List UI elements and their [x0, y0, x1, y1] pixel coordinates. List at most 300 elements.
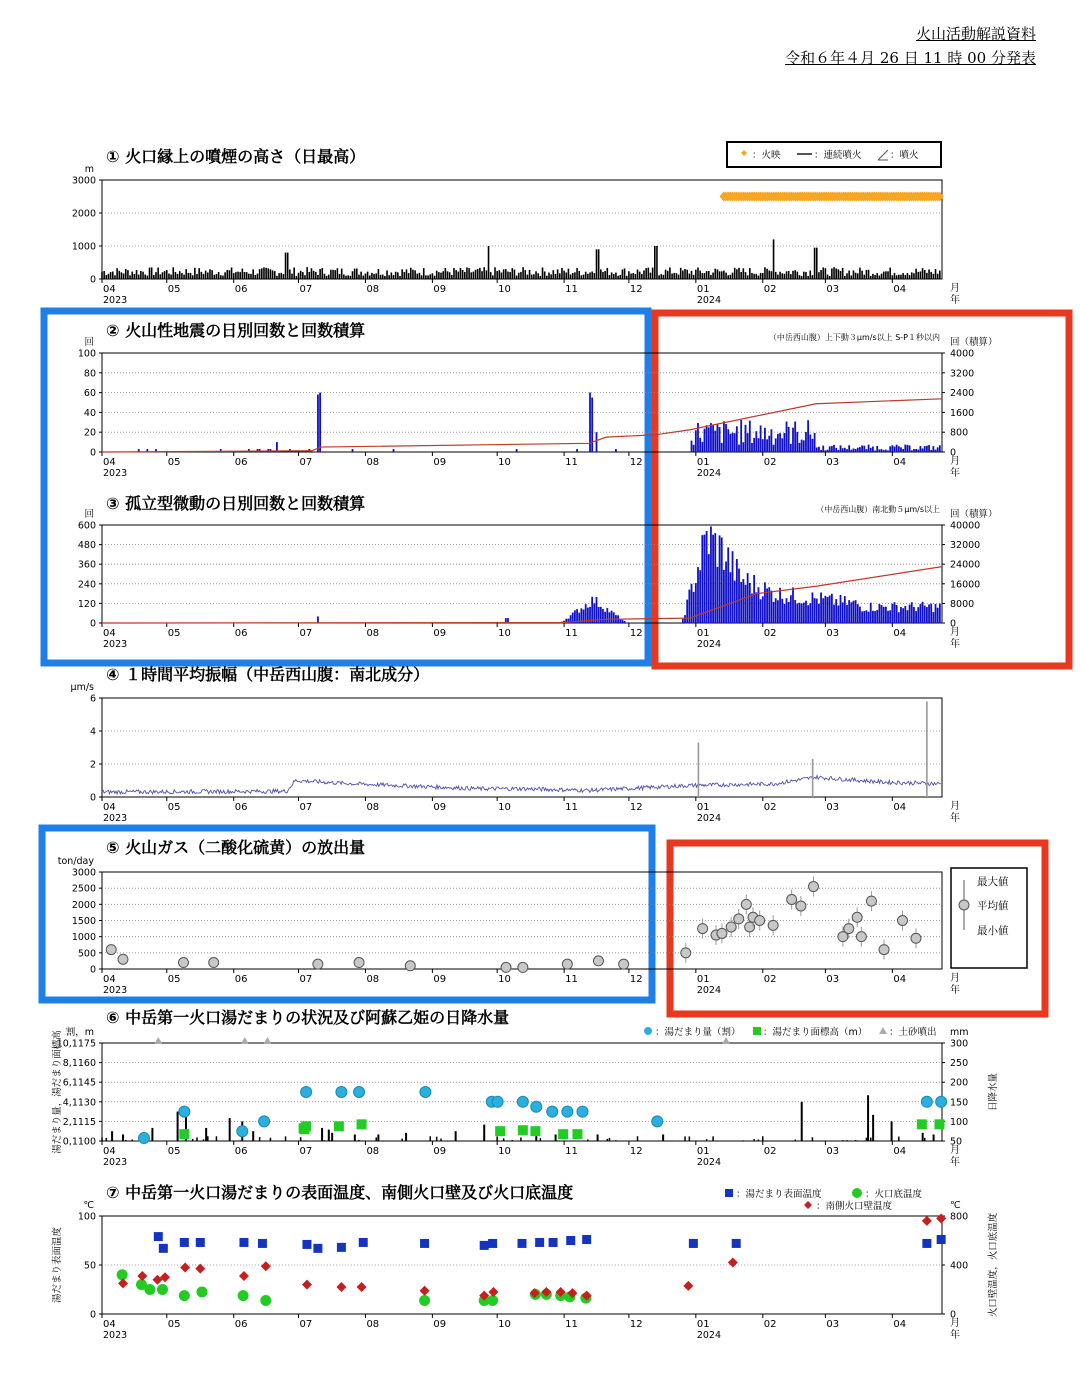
p2-ylabel: 回 [84, 337, 94, 348]
p1-ytick-label: 3000 [71, 175, 96, 187]
bottom-temp-marker [487, 1295, 498, 1306]
legend-ash-label: ：土砂噴出 [889, 1027, 937, 1038]
p3-month-label: 10 [498, 628, 511, 639]
gas-mean-marker [911, 933, 921, 943]
gas-mean-marker [209, 958, 219, 968]
p3-month-unit: 月 [950, 627, 960, 638]
p7-ylabel: ℃ [83, 1200, 94, 1211]
p1-ytick-label: 1000 [71, 241, 96, 253]
p2-ytick2-label: 3200 [950, 368, 975, 380]
p5-month-label: 01 [696, 974, 710, 985]
p6-year-left: 2023 [103, 1157, 128, 1168]
wall-temp-marker [261, 1261, 271, 1271]
p7-ytick2-label: 800 [950, 1211, 969, 1223]
wall-temp-marker [336, 1282, 346, 1292]
p6-month-label: 02 [763, 1146, 777, 1157]
surface-temp-marker [239, 1238, 248, 1247]
p5-ytick-label: 0 [89, 964, 96, 976]
p4-month-label: 01 [696, 802, 710, 813]
p3-year-right: 2024 [696, 639, 722, 650]
p3-ytick-label: 240 [77, 579, 96, 591]
p4-ytick-label: 6 [89, 693, 96, 705]
gas-mean-marker [313, 959, 323, 969]
p5-ytick-label: 500 [77, 948, 96, 960]
legend-mean-icon [959, 900, 969, 910]
p6-ytick2-label: 150 [950, 1097, 969, 1109]
surface-temp-marker [154, 1232, 163, 1241]
p5-month-label: 05 [167, 974, 181, 985]
p4-plot-frame [102, 698, 942, 797]
surface-temp-marker [302, 1240, 311, 1249]
p1-month-label: 05 [167, 284, 181, 295]
p6-ytick-label: 2,1115 [62, 1116, 96, 1128]
gas-mean-marker [755, 916, 765, 926]
legend-wall-label: ：南側火口壁温度 [816, 1201, 893, 1212]
p4-year-left: 2023 [103, 813, 128, 824]
gas-mean-marker [898, 916, 908, 926]
pool-level-marker [301, 1121, 311, 1131]
wall-temp-marker [239, 1271, 249, 1281]
gas-mean-marker [768, 920, 778, 930]
pool-volume-marker [492, 1096, 503, 1107]
wall-temp-marker [728, 1258, 738, 1268]
p7-month-label: 07 [299, 1319, 313, 1330]
p2-month-label: 08 [366, 457, 380, 468]
p1-month-label: 11 [565, 284, 578, 295]
p6-month-label: 04 [103, 1146, 116, 1157]
p3-month-label: 02 [763, 628, 777, 639]
bottom-temp-marker [117, 1269, 128, 1280]
p4-month-label: 10 [498, 802, 511, 813]
p7-ytick-label: 100 [77, 1211, 96, 1223]
p6-year-unit: 年 [950, 1157, 960, 1168]
pool-volume-marker [531, 1101, 542, 1112]
p4-month-label: 12 [629, 802, 643, 813]
p2-ytick-label: 100 [77, 348, 96, 360]
p1-month-label: 03 [826, 284, 840, 295]
pool-level-marker [558, 1129, 568, 1139]
p2-title: ② 火山性地震の日別回数と回数積算 [106, 321, 366, 340]
gas-mean-marker [106, 945, 116, 955]
pool-level-marker [934, 1119, 944, 1129]
pool-level-marker [179, 1129, 189, 1139]
p5-month-label: 08 [366, 974, 380, 985]
p7-month-label: 01 [696, 1319, 710, 1330]
p3-ytick-label: 360 [77, 559, 96, 571]
wall-temp-marker [922, 1216, 932, 1226]
gas-mean-marker [787, 894, 797, 904]
p1-year-left: 2023 [103, 295, 128, 306]
p6-ylabel2: mm [950, 1027, 969, 1038]
bottom-temp-marker [419, 1295, 430, 1306]
p3-note: （中岳西山腹）南北動５μm/s以上 [816, 505, 940, 514]
pool-level-marker [334, 1121, 344, 1131]
wall-temp-marker [302, 1280, 312, 1290]
p2-month-label: 04 [103, 457, 116, 468]
p2-ytick2-label: 4000 [950, 348, 975, 360]
p6-month-label: 03 [826, 1146, 840, 1157]
gas-mean-marker [796, 901, 806, 911]
legend-mean-label: 平均値 [977, 900, 1009, 912]
surface-temp-marker [549, 1238, 558, 1247]
p5-panel [99, 868, 1027, 973]
wall-temp-marker [152, 1275, 162, 1285]
pool-volume-marker [577, 1106, 588, 1117]
p2-month-label: 06 [234, 457, 248, 468]
doc-title: 火山活動解説資料 [915, 25, 1036, 43]
p4-month-label: 11 [565, 802, 578, 813]
p1-month-label: 09 [433, 284, 447, 295]
p3-ytick-label: 0 [89, 618, 96, 630]
p6-ytick-label: 6,1145 [62, 1077, 96, 1089]
p4-month-unit: 月 [950, 801, 960, 812]
p3-ytick2-label: 8000 [950, 598, 975, 610]
ash-ejection-marker [722, 1037, 730, 1044]
p7-month-label: 11 [565, 1319, 578, 1330]
p5-ytick-label: 3000 [71, 867, 96, 879]
p1-month-label: 12 [629, 284, 643, 295]
p4-year-right: 2024 [696, 813, 722, 824]
surface-temp-marker [922, 1239, 931, 1248]
p6-panel [99, 1027, 947, 1145]
p4-month-label: 05 [167, 802, 181, 813]
p5-title: ⑤ 火山ガス（二酸化硫黄）の放出量 [106, 838, 366, 857]
p3-ytick-label: 120 [77, 598, 96, 610]
pool-volume-marker [936, 1096, 947, 1107]
pool-volume-marker [336, 1087, 347, 1098]
wall-temp-marker [420, 1286, 430, 1296]
p6-month-label: 12 [629, 1146, 643, 1157]
gas-mean-marker [856, 932, 866, 942]
p2-ytick-label: 60 [83, 388, 96, 400]
surface-temp-marker [313, 1244, 322, 1253]
p4-ylabel: μm/s [70, 682, 94, 693]
p4-title: ④ １時間平均振幅（中岳西山腹：南北成分） [106, 665, 430, 684]
p2-month-label: 07 [299, 457, 313, 468]
legend-surface-icon [725, 1189, 733, 1197]
p5-ytick-label: 1500 [71, 916, 96, 927]
p3-panel [99, 525, 945, 627]
gas-mean-marker [405, 961, 415, 971]
p2-month-label: 10 [498, 457, 511, 468]
p6-ytick2-label: 250 [950, 1058, 969, 1070]
p1-month-label: 08 [366, 284, 380, 295]
p6-month-label: 04 [893, 1146, 907, 1157]
p2-ytick-label: 20 [83, 427, 96, 439]
pool-volume-marker [547, 1106, 558, 1117]
p1-month-label: 01 [696, 284, 710, 295]
legend-max-label: 最大値 [977, 876, 1009, 888]
surface-temp-marker [159, 1244, 168, 1253]
p1-ylabel: m [84, 164, 94, 175]
legend-glow-label: ：火映 [752, 150, 781, 161]
ash-ejection-marker [241, 1037, 249, 1044]
p7-year-right: 2024 [696, 1330, 722, 1341]
p4-month-label: 09 [433, 802, 447, 813]
gas-mean-marker [681, 948, 691, 958]
p4-month-label: 08 [366, 802, 380, 813]
p1-year-right: 2024 [696, 295, 722, 306]
surface-temp-marker [337, 1243, 346, 1252]
p7-month-label: 02 [763, 1319, 777, 1330]
p3-month-label: 09 [433, 628, 447, 639]
surface-temp-marker [566, 1236, 575, 1245]
legend-level-label: ：湯だまり面標高（m） [763, 1027, 868, 1038]
legend-wall-icon [804, 1201, 812, 1209]
p3-ytick2-label: 0 [950, 618, 957, 630]
p7-month-label: 09 [433, 1319, 447, 1330]
wall-temp-marker [160, 1272, 170, 1282]
p3-month-label: 12 [629, 628, 643, 639]
pool-volume-marker [562, 1106, 573, 1117]
p5-month-label: 02 [763, 974, 777, 985]
p2-ytick-label: 80 [83, 368, 96, 380]
p2-ytick-label: 0 [89, 447, 96, 459]
gas-mean-marker [741, 899, 751, 909]
gas-mean-marker [734, 914, 744, 924]
surface-temp-marker [359, 1238, 368, 1247]
p4-month-label: 02 [763, 802, 777, 813]
wall-temp-marker [488, 1287, 498, 1297]
p5-month-label: 12 [629, 974, 643, 985]
legend-bottom-icon [852, 1188, 862, 1198]
pool-level-marker [917, 1119, 927, 1129]
p2-note: （中岳西山腹）上下動３μm/s以上 S-P１秒以内 [768, 333, 940, 342]
p3-ytick-label: 480 [77, 540, 96, 552]
p2-month-label: 03 [826, 457, 840, 468]
p2-year-right: 2024 [696, 468, 722, 479]
surface-temp-marker [488, 1239, 497, 1248]
pool-volume-marker [517, 1096, 528, 1107]
p4-year-unit: 年 [950, 813, 960, 824]
p7-month-label: 10 [498, 1319, 511, 1330]
p3-month-label: 07 [299, 628, 313, 639]
cumulative-line [102, 399, 942, 452]
p5-year-left: 2023 [103, 985, 128, 996]
pool-volume-marker [354, 1087, 365, 1098]
p5-month-label: 07 [299, 974, 313, 985]
surface-temp-marker [196, 1238, 205, 1247]
p3-month-label: 11 [565, 628, 578, 639]
p5-month-unit: 月 [950, 973, 960, 984]
p6-ytick-label: 4,1130 [62, 1097, 96, 1109]
p3-ytick-label: 600 [77, 520, 96, 532]
gas-mean-marker [518, 962, 528, 972]
p5-month-label: 03 [826, 974, 840, 985]
pool-volume-marker [139, 1133, 150, 1144]
bottom-temp-marker [196, 1286, 207, 1297]
wall-temp-marker [357, 1282, 367, 1292]
p6-ytick-label: 8,1160 [62, 1058, 96, 1070]
p7-month-label: 08 [366, 1319, 380, 1330]
gas-mean-marker [844, 924, 854, 934]
p5-ytick-label: 2000 [71, 899, 96, 911]
p4-ytick-label: 4 [89, 726, 96, 738]
pool-volume-marker [179, 1106, 190, 1117]
surface-temp-marker [258, 1239, 267, 1248]
p2-month-label: 01 [696, 457, 710, 468]
p3-month-label: 03 [826, 628, 840, 639]
p3-month-label: 05 [167, 628, 181, 639]
gas-mean-marker [619, 959, 629, 969]
p3-ylabel2: 回（積算） [950, 509, 998, 520]
wall-temp-marker [683, 1281, 693, 1291]
p7-ylabel-side: 湯だまり表面温度 [52, 1226, 63, 1304]
p6-month-label: 09 [433, 1146, 447, 1157]
p3-year-left: 2023 [103, 639, 128, 650]
p6-ytick2-label: 100 [950, 1116, 969, 1128]
pool-level-marker [518, 1125, 528, 1135]
p3-year-unit: 年 [950, 639, 960, 650]
surface-temp-marker [535, 1238, 544, 1247]
p7-year-left: 2023 [103, 1330, 128, 1341]
p4-month-label: 03 [826, 802, 840, 813]
p3-ytick2-label: 40000 [950, 520, 981, 532]
p2-month-label: 05 [167, 457, 181, 468]
p5-ytick-label: 1000 [71, 932, 96, 944]
p2-ytick2-label: 1600 [950, 407, 975, 419]
wall-temp-marker [936, 1213, 946, 1223]
p4-ytick-label: 2 [89, 759, 96, 771]
p5-ylabel: ton/day [57, 856, 94, 867]
p3-ylabel: 回 [84, 509, 94, 520]
p2-month-label: 11 [565, 457, 578, 468]
surface-temp-marker [582, 1235, 591, 1244]
p5-month-label: 04 [893, 974, 907, 985]
p5-month-label: 11 [565, 974, 578, 985]
p7-month-label: 05 [167, 1319, 181, 1330]
p7-ylabel2-side: 火口壁温度，火口底温度 [988, 1212, 999, 1318]
wall-temp-marker [118, 1278, 128, 1288]
p5-year-right: 2024 [696, 985, 722, 996]
p7-ylabel2: ℃ [950, 1200, 961, 1211]
p6-month-unit: 月 [950, 1145, 960, 1156]
p1-month-label: 02 [763, 284, 777, 295]
p7-month-label: 12 [629, 1319, 643, 1330]
p4-panel [99, 698, 942, 801]
surface-temp-marker [180, 1238, 189, 1247]
p2-ytick2-label: 800 [950, 427, 969, 439]
highlight-box-blue-seismic [44, 311, 648, 663]
gas-mean-marker [866, 896, 876, 906]
legend-level-icon [753, 1027, 761, 1035]
pool-level-marker [572, 1129, 582, 1139]
surface-temp-marker [937, 1235, 946, 1244]
p3-month-label: 01 [696, 628, 710, 639]
p2-panel [99, 353, 945, 456]
p6-month-label: 08 [366, 1146, 380, 1157]
p7-year-unit: 年 [950, 1330, 960, 1341]
p4-month-label: 07 [299, 802, 313, 813]
gas-mean-marker [354, 958, 364, 968]
pool-level-marker [530, 1126, 540, 1136]
p2-month-label: 12 [629, 457, 643, 468]
p6-month-label: 06 [234, 1146, 248, 1157]
bottom-temp-marker [260, 1295, 271, 1306]
p1-month-label: 07 [299, 284, 313, 295]
pool-volume-marker [420, 1087, 431, 1098]
bottom-temp-marker [238, 1290, 249, 1301]
p3-month-label: 04 [893, 628, 907, 639]
p2-year-unit: 年 [950, 468, 960, 479]
gas-mean-marker [562, 959, 572, 969]
legend-continuous-label: ：連続噴火 [814, 150, 862, 161]
legend-pool-label: ：湯だまり量（割） [655, 1027, 741, 1038]
p4-ytick-label: 0 [89, 792, 96, 804]
surface-temp-marker [480, 1241, 489, 1250]
p5-month-label: 06 [234, 974, 248, 985]
p3-ytick2-label: 16000 [950, 579, 981, 591]
p7-month-label: 04 [893, 1319, 907, 1330]
p6-ylabel-side: 湯だまり量，湯だまり面標高 [52, 1030, 63, 1154]
p2-month-label: 04 [893, 457, 907, 468]
p6-month-label: 11 [565, 1146, 578, 1157]
p6-month-label: 01 [696, 1146, 710, 1157]
p3-title: ③ 孤立型微動の日別回数と回数積算 [106, 494, 366, 513]
p2-ytick2-label: 2400 [950, 388, 975, 400]
p6-month-label: 10 [498, 1146, 511, 1157]
p7-ytick-label: 0 [89, 1309, 96, 1321]
ash-ejection-marker [263, 1037, 271, 1044]
p7-ytick2-label: 0 [950, 1309, 957, 1321]
p1-title: ① 火口縁上の噴煙の高さ（日最高） [106, 147, 366, 166]
p2-plot-frame [102, 353, 942, 452]
bottom-temp-marker [179, 1290, 190, 1301]
bottom-temp-marker [144, 1284, 155, 1295]
surface-temp-marker [732, 1239, 741, 1248]
amplitude-line [102, 776, 941, 794]
pool-volume-marker [301, 1087, 312, 1098]
p4-month-label: 04 [103, 802, 116, 813]
gas-mean-marker [698, 924, 708, 934]
p7-month-label: 03 [826, 1319, 840, 1330]
legend-surface-label: ：湯だまり表面温度 [736, 1189, 822, 1200]
p5-month-label: 10 [498, 974, 511, 985]
gas-mean-marker [808, 882, 818, 892]
p5-month-label: 04 [103, 974, 116, 985]
p6-ylabel: 割，m [65, 1027, 94, 1038]
legend-ash-icon [879, 1027, 887, 1034]
p3-month-label: 06 [234, 628, 248, 639]
bottom-temp-marker [157, 1284, 168, 1295]
p2-ylabel2: 回（積算） [950, 337, 998, 348]
p2-ytick-label: 40 [83, 407, 96, 419]
p7-ytick-label: 50 [83, 1260, 96, 1272]
p3-month-label: 04 [103, 628, 116, 639]
p5-month-label: 09 [433, 974, 447, 985]
gas-mean-marker [852, 912, 862, 922]
surface-temp-marker [420, 1239, 429, 1248]
p6-ylabel2-side: 日降水量 [988, 1072, 999, 1112]
gas-mean-marker [879, 945, 889, 955]
wall-temp-marker [137, 1271, 147, 1281]
p1-month-unit: 月 [950, 283, 960, 294]
p7-title: ⑦ 中岳第一火口湯だまりの表面温度、南側火口壁及び火口底温度 [106, 1183, 574, 1202]
issue-date: 令和６年４月 26 日 11 時 00 分発表 [785, 49, 1036, 67]
p2-month-label: 02 [763, 457, 777, 468]
p1-ytick-label: 2000 [71, 208, 96, 220]
p7-month-label: 06 [234, 1319, 248, 1330]
p2-month-unit: 月 [950, 456, 960, 467]
p1-month-label: 04 [103, 284, 116, 295]
legend-bottom-label: ：火口底温度 [865, 1189, 923, 1200]
p6-year-right: 2024 [696, 1157, 722, 1168]
p1-ytick-label: 0 [89, 274, 96, 286]
p4-month-label: 04 [893, 802, 907, 813]
pool-volume-marker [259, 1116, 270, 1127]
pool-volume-marker [921, 1096, 932, 1107]
gas-mean-marker [501, 962, 511, 972]
